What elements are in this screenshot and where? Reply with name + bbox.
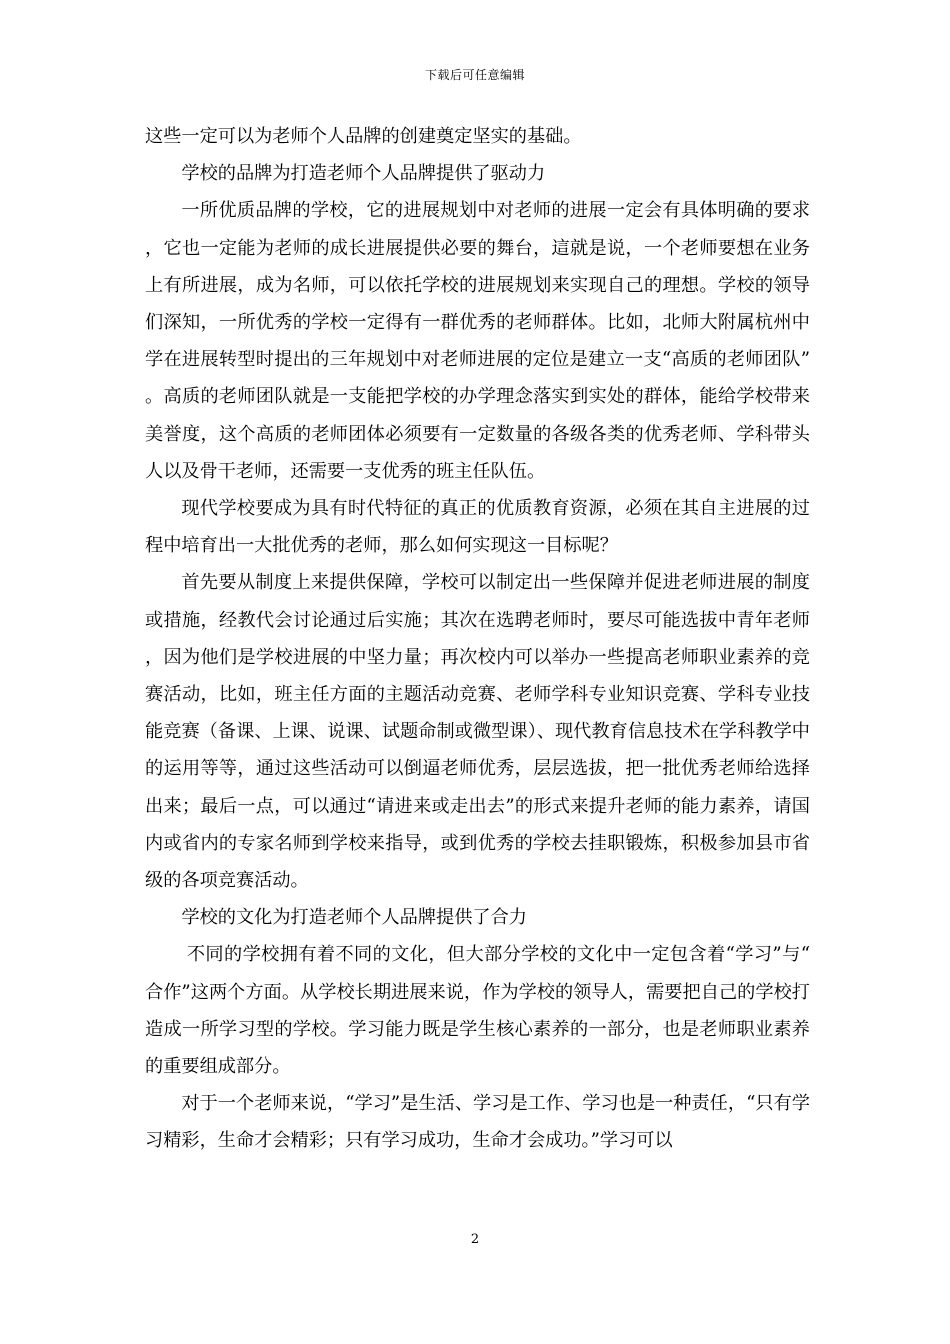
section-heading: 学校的文化为打造老师个人品牌提供了合力 [181, 907, 527, 929]
paragraph: 首先要从制度上来提供保障，学校可以制定出一些保障并促进老师进展的制度或措施，经教代会讨论通过后实施；其次在选聘老师时，要尽可能选拔中青年老师，因为他们是学校进展的中坚力量；再次校内可以举办一些提高老师职业素养的竞赛活动，比如，班主任方面的主题活动竞赛、老师学科专业知识竞赛、学科专业技能竞赛（备课、上课、说课、试题命制或微型课）、现代教育信息技术在学科教学中的运用等等，通过这些活动可以倒逼老师优秀，层层选拔，把一批优秀老师给选择出来；最后一点，可以通过“请进来或走出去”的形式来提升老师的能力素养，请国内或省内的专家名师到学校来指导，或到优秀的学校去挂职锻炼，积极参加县市省级的各项竞赛活动。 [145, 572, 810, 892]
paragraph: 现代学校要成为具有时代特征的真正的优质教育资源，必须在其自主进展的过程中培育出一大批优秀的老师，那么如何实现这一目标呢？ [145, 498, 810, 557]
paragraph: 不同的学校拥有着不同的文化，但大部分学校的文化中一定包含着“学习”与“合作”这两个方面。从学校长期进展来说，作为学校的领导人，需要把自己的学校打造成一所学习型的学校。学习能力既是学生核心素养的一部分，也是老师职业素养的重要组成部分。 [145, 944, 810, 1078]
body-text [145, 118, 810, 1160]
page-header: 下载后可任意编辑 [424, 68, 525, 82]
paragraph: 这些一定可以为老师个人品牌的创建奠定坚实的基础。 [145, 126, 582, 147]
paragraph: 一所优质品牌的学校，它的进展规划中对老师的进展一定会有具体明确的要求，它也一定能为老师的成长进展提供必要的舞台，這就是说，一个老师要想在业务上有所进展，成为名师，可以依托学校的进展规划来实现自己的理想。学校的领导们深知，一所优秀的学校一定得有一群优秀的老师群体。比如，北师大附属杭州中学在进展转型时提出的三年规划中对老师进展的定位是建立一支“高质的老师团队”。高质的老师团队就是一支能把学校的办学理念落实到实处的群体，能给学校带来美誉度，这个高质的老师团体必须要有一定数量的各级各类的优秀老师、学科带头人以及骨干老师，还需要一支优秀的班主任队伍。 [145, 200, 810, 482]
page-number: 2 [470, 1232, 480, 1247]
paragraph: 对于一个老师来说，“学习”是生活、学习是工作、学习也是一种责任，“只有学习精彩，生命才会精彩；只有学习成功，生命才会成功。”学习可以 [145, 1093, 810, 1152]
section-heading: 学校的品牌为打造老师个人品牌提供了驱动力 [181, 163, 546, 185]
